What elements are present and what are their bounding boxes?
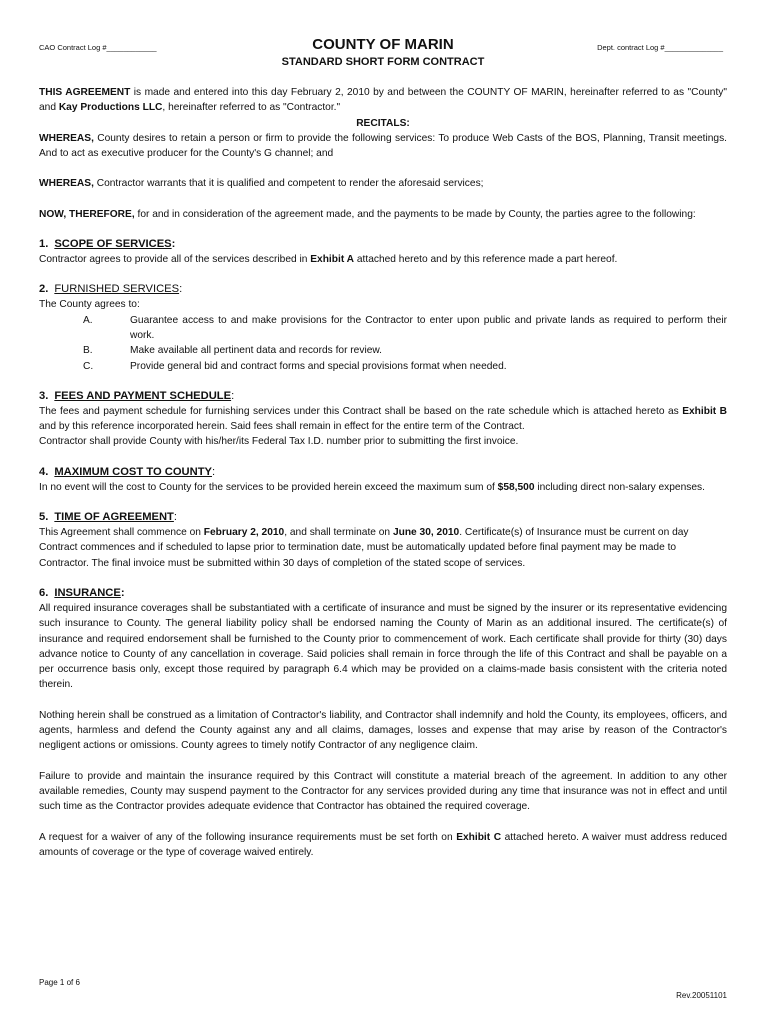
section-title: INSURANCE: [54, 586, 121, 599]
cao-contract-log: CAO Contract Log #____________: [39, 43, 157, 52]
exhibit-a: Exhibit A: [310, 254, 355, 266]
whereas-qualified: WHEREAS, Contractor warrants that it is qualified and competent to render the aforesaid services;: [39, 178, 484, 190]
section-furnished-services: 2. FURNISHED SERVICES: The County agrees to: A. Guarantee access to and make provisions for the Contractor to enter upon public and private lands as required to perform their work. B. Make available all pertinent data and records for review. C. Provide general bid and contract forms and special provisions format when needed.: [39, 282, 727, 373]
revision-code: Rev.20051101: [676, 991, 727, 1000]
section-insurance: 6. INSURANCE: All required insurance coverages shall be substantiated with a certificate of insurance and must be signed by the insurer or its representative evidencing such insurance to County. The general liability policy shall be endorsed naming the County of Marin as an additional insured. The certificate(s) of insurance and required endorsement shall be furnished to the County prior to commencement of work. Each certificate shall provide for thirty (30) days advance notice to County of any cancellation in coverage. Said policies shall remain in force through the life of this Contract and shall be payable on a per occurrence basis only, except those required by paragraph 6.4 which may be provided on a claims-made basis consistent with the criteria noted therein. Nothing herein shall be construed as a limitation of Contractor's liability, and Contractor shall indemnify and hold the County, its employees, officers, and agents, harmless and defend the County against any and all claims, damages, losses and expense that may arise by reason of the Contractor's negligent actions or omissions. County agrees to timely notify Contractor of any negligence claim. Failure to provide and maintain the insurance required by this Contract will constitute a material breach of the agreement. In addition to any other available remedies, County may suspend payment to the Contractor for any services provided during any time that insurance was not in effect and until such time as the Contractor provides adequate evidence that Contractor has obtained the required coverage. A request for a waiver of any of the following insurance requirements must be set forth on Exhibit C attached hereto. A waiver must address reduced amounts of coverage or the type of coverage waived entirely.: [39, 586, 727, 860]
exhibit-b: Exhibit B: [682, 405, 727, 417]
end-date: June 30, 2010: [392, 527, 460, 539]
document-body: [39, 85, 727, 860]
section-title: SCOPE OF SERVICES: [54, 238, 172, 251]
section-title: MAXIMUM COST TO COUNTY: [54, 465, 213, 478]
section-time-of-agreement: 5. TIME OF AGREEMENT: This Agreement shall commence on February 2, 2010, and shall terminate on June 30, 2010. Certificate(s) of Insurance must be current on day Contract commences and if scheduled to lapse prior to termination date, must be automatically updated before final payment may be made to Contractor. The final invoice must be submitted within 30 days of completion of the stated scope of services.: [39, 511, 689, 569]
section-fees-and-payment: 3. FEES AND PAYMENT SCHEDULE: The fees and payment schedule for furnishing services under this Contract shall be based on the rate schedule which is attached hereto as Exhibit B and by this reference incorporated herein. Said fees shall remain in effect for the entire term of the Contract. Contractor shall provide County with his/her/its Federal Tax I.D. number prior to submitting the first invoice.: [39, 389, 727, 448]
list-item: C. Provide general bid and contract forms and special provisions format when needed.: [83, 360, 507, 372]
maximum-amount: $58,500: [497, 481, 535, 493]
section-maximum-cost: 4. MAXIMUM COST TO COUNTY: In no event will the cost to County for the services to be provided herein exceed the maximum sum of $58,500 including direct non-salary expenses.: [39, 465, 705, 493]
whereas-services: WHEREAS, County desires to retain a person or firm to provide the following services: To produce Web Casts of the BOS, Planning, Transit meetings. And to act as executive producer for the County's G channel; and: [39, 132, 727, 160]
section-title: FURNISHED SERVICES: [54, 283, 180, 296]
recitals-heading: RECITALS:: [356, 117, 410, 129]
now-therefore: NOW, THEREFORE, for and in consideration of the agreement made, and the payments to be made by County, the parties agree to the following:: [39, 208, 696, 220]
insurance-paragraph-3: Failure to provide and maintain the insurance required by this Contract will constitute a material breach of the agreement. In addition to any other available remedies, County may suspend payment to the Contractor for any services provided during any time that insurance was not in effect and until such time as the Contractor provides adequate evidence that Contractor has obtained the required coverage.: [39, 770, 727, 813]
insurance-paragraph-2: Nothing herein shall be construed as a limitation of Contractor's liability, and Contractor shall indemnify and hold the County, its employees, officers, and agents, harmless and defend the County against any and all claims, damages, losses and expense that may arise by reason of the Contractor's negligent actions or omissions. County agrees to timely notify Contractor of any negligence claim.: [39, 709, 727, 752]
section-title: FEES AND PAYMENT SCHEDULE: [54, 389, 232, 402]
dept-contract-log: Dept. contract Log #______________: [597, 43, 723, 52]
page-number: Page 1 of 6: [39, 978, 80, 987]
start-date: February 2, 2010: [203, 527, 285, 539]
exhibit-c: Exhibit C: [456, 831, 502, 843]
list-item: B. Make available all pertinent data and records for review.: [83, 345, 382, 357]
list-item: A. Guarantee access to and make provisions for the Contractor to enter upon public and private lands as required to perform their work.: [83, 314, 727, 341]
document-title: COUNTY OF MARIN: [312, 36, 454, 53]
insurance-paragraph-4: A request for a waiver of any of the following insurance requirements must be set forth on Exhibit C attached hereto. A waiver must address reduced amounts of coverage or the type of coverage waived entirely.: [39, 831, 727, 858]
contractor-name: Kay Productions LLC: [58, 102, 163, 114]
section-title: TIME OF AGREEMENT: [54, 511, 174, 524]
document-subtitle: STANDARD SHORT FORM CONTRACT: [281, 56, 485, 68]
intro-paragraph: THIS AGREEMENT is made and entered into this day February 2, 2010 by and between the COUNTY OF MARIN, hereinafter referred to as "County" and Kay Productions LLC, hereinafter referred to as "Contractor.": [39, 87, 728, 114]
section-scope-of-services: 1. SCOPE OF SERVICES: Contractor agrees to provide all of the services described in Exhibit A attached hereto and by this reference made a part hereof.: [39, 238, 618, 266]
insurance-paragraph-1: All required insurance coverages shall be substantiated with a certificate of insurance and must be signed by the insurer or its representative evidencing such insurance to County. The general liability policy shall be endorsed naming the County of Marin as an additional insured. The certificate(s) of insurance and required endorsement shall be furnished to the County prior to commencement of work. Each certificate shall provide for thirty (30) days advance notice to County of any cancellation in coverage. Said policies shall remain in force through the life of this Contract and shall be payable on a per occurrence basis only, except those required by paragraph 6.4 which may be provided on a claims-made basis consistent with the criteria noted therein.: [39, 602, 727, 691]
document-header: [39, 36, 727, 76]
